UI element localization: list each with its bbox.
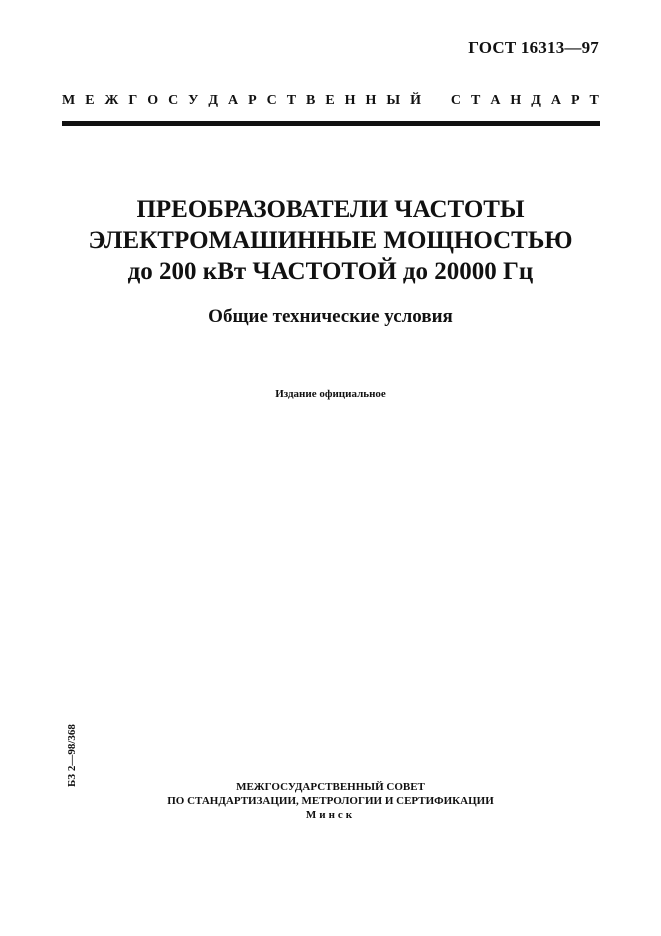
header-letter: Г [128, 93, 138, 108]
header-letter: А [490, 93, 501, 108]
header-letter: М [62, 93, 76, 108]
publisher-city: Минск [305, 809, 356, 821]
header-letter: С [168, 93, 179, 108]
header-letter: Ж [104, 93, 119, 108]
header-letter: Т [286, 93, 297, 108]
header-letter: Ы [386, 93, 401, 108]
header-letter: Р [570, 93, 580, 108]
header-letter: Т [471, 93, 481, 108]
standard-type-header [62, 93, 599, 109]
header-letter: А [550, 93, 561, 108]
publisher-line: МЕЖГОСУДАРСТВЕННЫЙ СОВЕТ [236, 781, 425, 793]
document-number: ГОСТ 16313—97 [468, 38, 599, 57]
document-subtitle: Общие технические условия [208, 306, 453, 327]
header-letter: Д [531, 93, 541, 108]
header-letter: Н [344, 93, 356, 108]
header-letter: А [228, 93, 239, 108]
header-letter: Р [248, 93, 257, 108]
header-letter: С [450, 93, 462, 108]
title-line: ПРЕОБРАЗОВАТЕЛИ ЧАСТОТЫ [136, 196, 525, 223]
header-letter: В [306, 93, 316, 108]
document-title [0, 194, 661, 287]
header-letter: С [266, 93, 277, 108]
header-letter: Е [85, 93, 95, 108]
side-code: БЗ 2—98/368 [66, 724, 78, 787]
header-letter: Е [325, 93, 335, 108]
header-letter: Д [208, 93, 219, 108]
title-line: ЭЛЕКТРОМАШИННЫЕ МОЩНОСТЬЮ [88, 227, 573, 254]
edition-note: Издание официальное [275, 388, 386, 400]
header-letter: О [147, 93, 159, 108]
header-letter: У [188, 93, 199, 108]
header-letter: Н [510, 93, 522, 108]
header-letter: Т [589, 93, 599, 108]
title-line: до 200 кВт ЧАСТОТОЙ до 20000 Гц [127, 258, 534, 285]
header-rule [62, 121, 600, 126]
publisher-line: ПО СТАНДАРТИЗАЦИИ, МЕТРОЛОГИИ И СЕРТИФИКАЦИИ [167, 795, 494, 807]
publisher-block [0, 780, 661, 822]
header-letter: Н [365, 93, 377, 108]
header-letter: Й [410, 93, 421, 108]
